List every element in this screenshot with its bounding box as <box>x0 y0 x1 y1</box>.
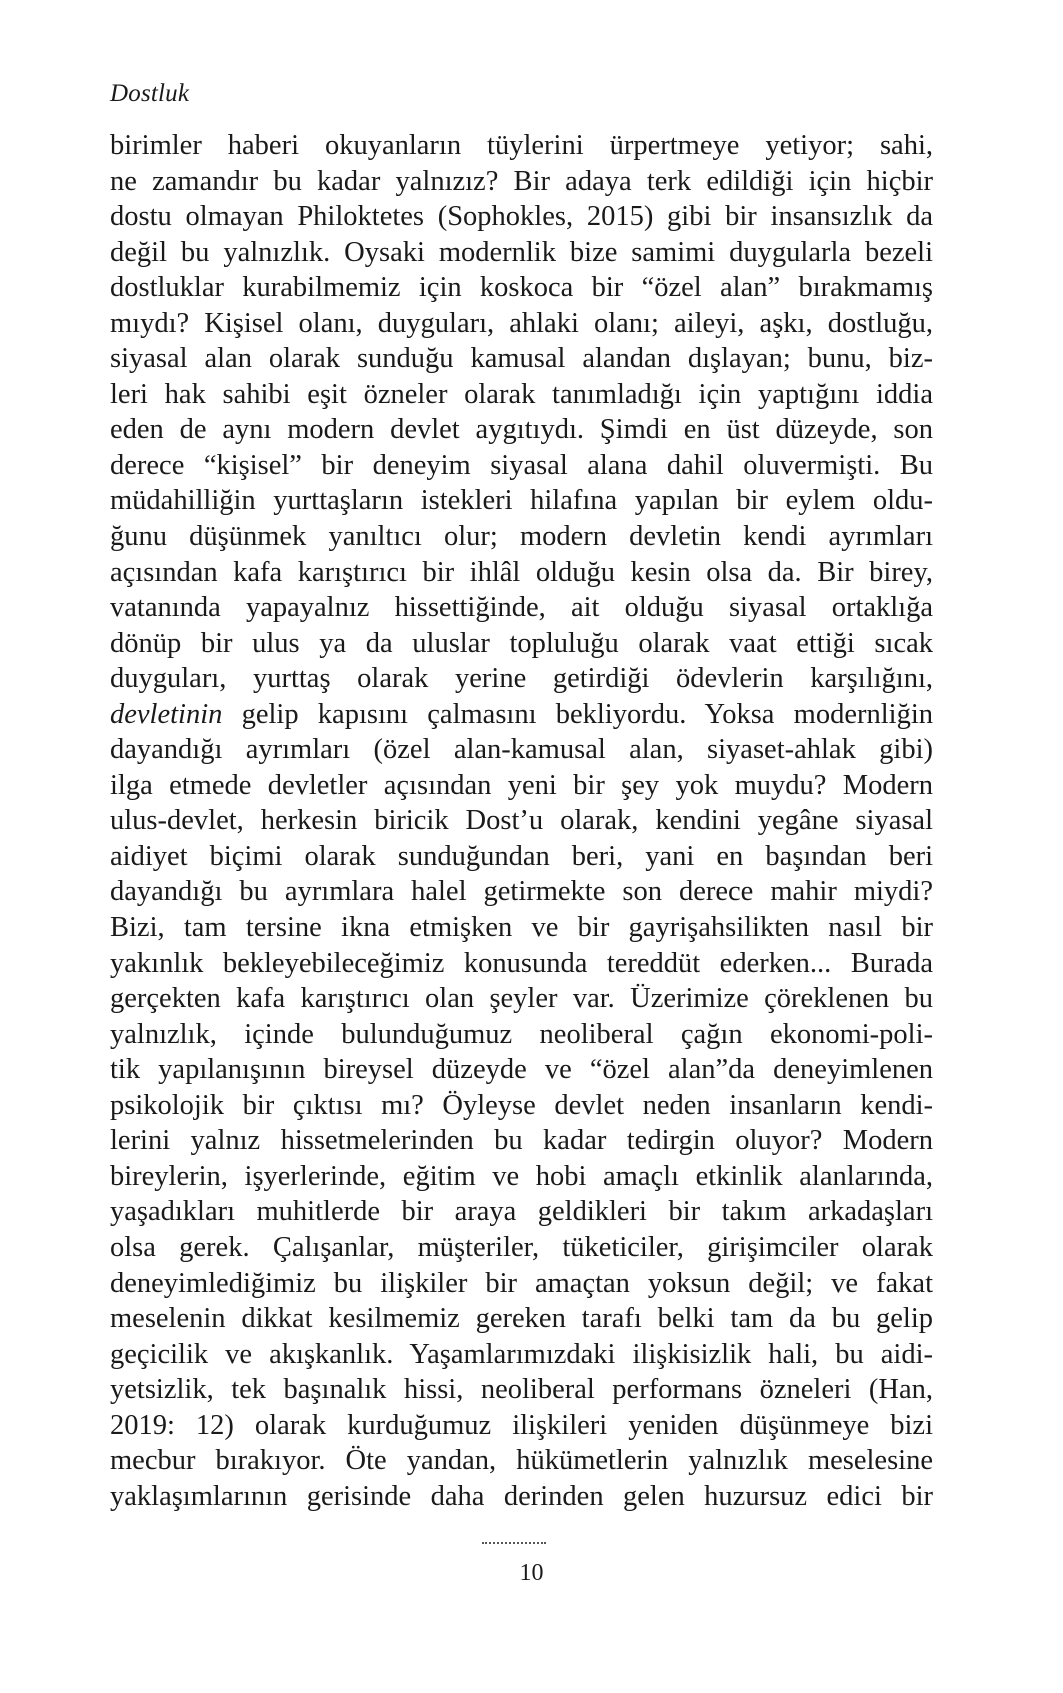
text-line <box>110 1194 933 1230</box>
text-run: yaşadıkları muhitlerde bir araya geldikleri bir takım arkadaşları <box>110 1196 933 1228</box>
text-run: dostluklar kurabilmemiz için koskoca bir “özel alan” bırakmamış <box>110 272 933 304</box>
text-run: bireylerin, işyerlerinde, eğitim ve hobi amaçlı etkinlik alanlarında, <box>110 1160 933 1192</box>
text-line <box>110 839 933 875</box>
text-run: lerini yalnız hissetmelerinden bu kadar tedirgin oluyor? Modern <box>110 1125 933 1157</box>
text-run: yaklaşımlarının gerisinde daha derinden gelen huzursuz edici bir <box>110 1480 933 1512</box>
text-line <box>110 590 933 626</box>
text-line <box>110 1479 933 1515</box>
running-head: Dostluk <box>110 80 190 107</box>
text-run: gerçekten kafa karıştırıcı olan şeyler var. Üzerimize çöreklenen bu <box>110 983 933 1015</box>
text-line <box>110 1372 933 1408</box>
text-line <box>110 270 933 306</box>
text-run: Bizi, tam tersine ikna etmişken ve bir gayrişahsilikten nasıl bir <box>110 912 933 944</box>
text-line <box>110 412 933 448</box>
text-line <box>110 341 933 377</box>
text-line <box>110 199 933 235</box>
text-line <box>110 1301 933 1337</box>
text-line <box>110 910 933 946</box>
text-run: dönüp bir ulus ya da uluslar topluluğu olarak vaat ettiği sıcak <box>110 627 933 659</box>
text-line <box>110 732 933 768</box>
text-line <box>110 768 933 804</box>
text-run: psikolojik bir çıktısı mı? Öyleyse devlet neden insanların kendi- <box>110 1089 933 1121</box>
text-run: mıydı? Kişisel olanı, duyguları, ahlaki olanı; aileyi, aşkı, dostluğu, <box>110 307 933 339</box>
text-line <box>110 483 933 519</box>
folio-divider <box>482 1542 546 1544</box>
text-line <box>110 946 933 982</box>
italic-emphasis: devletinin <box>110 698 223 730</box>
text-line <box>110 874 933 910</box>
text-run: gelip kapısını çalmasını bekliyordu. Yoksa modernliğin <box>222 698 933 730</box>
text-run: meselenin dikkat kesilmemiz gereken tarafı belki tam da bu gelip <box>110 1303 933 1335</box>
text-run: yetsizlik, tek başınalık hissi, neoliberal performans özneleri (Han, <box>110 1374 933 1406</box>
text-run: birimler haberi okuyanların tüylerini ürpertmeye yetiyor; sahi, <box>110 130 933 161</box>
text-run: ğunu düşünmek yanıltıcı olur; modern devletin kendi ayrımları <box>110 521 933 553</box>
text-run: derece “kişisel” bir deneyim siyasal alana dahil oluvermişti. Bu <box>110 449 933 481</box>
text-run: ne zamandır bu kadar yalnızız? Bir adaya terk edildiği için hiçbir <box>110 165 933 197</box>
text-run: müdahilliğin yurttaşların istekleri hilafına yapılan bir eylem oldu- <box>110 485 933 517</box>
text-run: yakınlık bekleyebileceğimiz konusunda tereddüt ederken... Burada <box>110 947 933 979</box>
text-line <box>110 128 933 164</box>
text-line <box>110 519 933 555</box>
text-line <box>110 981 933 1017</box>
text-line <box>110 235 933 271</box>
text-run: dayandığı ayrımları (özel alan-kamusal alan, siyaset-ahlak gibi) <box>110 734 933 766</box>
text-line <box>110 1052 933 1088</box>
text-run: dostu olmayan Philoktetes (Sophokles, 2015) gibi bir insansızlık da <box>110 201 933 233</box>
text-line <box>110 697 933 733</box>
text-run: siyasal alan olarak sunduğu kamusal alandan dışlayan; bunu, biz- <box>110 343 933 375</box>
text-run: vatanında yapayalnız hissettiğinde, ait olduğu siyasal ortaklığa <box>110 592 933 624</box>
text-run: geçicilik ve akışkanlık. Yaşamlarımızdaki ilişkisizlik hali, bu aidi- <box>110 1338 933 1370</box>
text-line <box>110 448 933 484</box>
text-run: eden de aynı modern devlet aygıtıydı. Şimdi en üst düzeyde, son <box>110 414 933 446</box>
text-line <box>110 1443 933 1479</box>
text-line <box>110 803 933 839</box>
page-number: 10 <box>519 1560 544 1586</box>
text-run: leri hak sahibi eşit özneler olarak tanımladığı için yaptığını iddia <box>110 378 933 410</box>
body-paragraph <box>110 128 933 1514</box>
text-line <box>110 1337 933 1373</box>
text-line <box>110 1123 933 1159</box>
text-line <box>110 164 933 200</box>
text-line <box>110 1266 933 1302</box>
text-line <box>110 1088 933 1124</box>
text-line <box>110 1159 933 1195</box>
text-run: dayandığı bu ayrımlara halel getirmekte son derece mahir miydi? <box>110 876 933 908</box>
text-line <box>110 377 933 413</box>
text-run: ulus-devlet, herkesin biricik Dost’u olarak, kendini yegâne siyasal <box>110 805 933 837</box>
text-run: olsa gerek. Çalışanlar, müşteriler, tüketiciler, girişimciler olarak <box>110 1231 933 1263</box>
text-line <box>110 555 933 591</box>
text-line <box>110 306 933 342</box>
text-run: duyguları, yurttaş olarak yerine getirdiği ödevlerin karşılığını, <box>110 663 933 695</box>
text-run: mecbur bırakıyor. Öte yandan, hükümetlerin yalnızlık meselesine <box>110 1445 933 1477</box>
text-run: 2019: 12) olarak kurduğumuz ilişkileri yeniden düşünmeye bizi <box>110 1409 933 1441</box>
text-line <box>110 626 933 662</box>
text-line <box>110 1230 933 1266</box>
text-line <box>110 1017 933 1053</box>
text-line <box>110 1408 933 1444</box>
text-line <box>110 661 933 697</box>
text-run: aidiyet biçimi olarak sunduğundan beri, yani en başından beri <box>110 840 933 872</box>
text-run: açısından kafa karıştırıcı bir ihlâl olduğu kesin olsa da. Bir birey, <box>110 556 933 588</box>
text-run: deneyimlediğimiz bu ilişkiler bir amaçtan yoksun değil; ve fakat <box>110 1267 933 1299</box>
text-run: tik yapılanışının bireysel düzeyde ve “özel alan”da deneyimlenen <box>110 1054 933 1086</box>
text-run: değil bu yalnızlık. Oysaki modernlik bize samimi duygularla bezeli <box>110 236 933 268</box>
text-run: yalnızlık, içinde bulunduğumuz neoliberal çağın ekonomi-poli- <box>110 1018 933 1050</box>
text-run: ilga etmede devletler açısından yeni bir şey yok muydu? Modern <box>110 769 933 801</box>
